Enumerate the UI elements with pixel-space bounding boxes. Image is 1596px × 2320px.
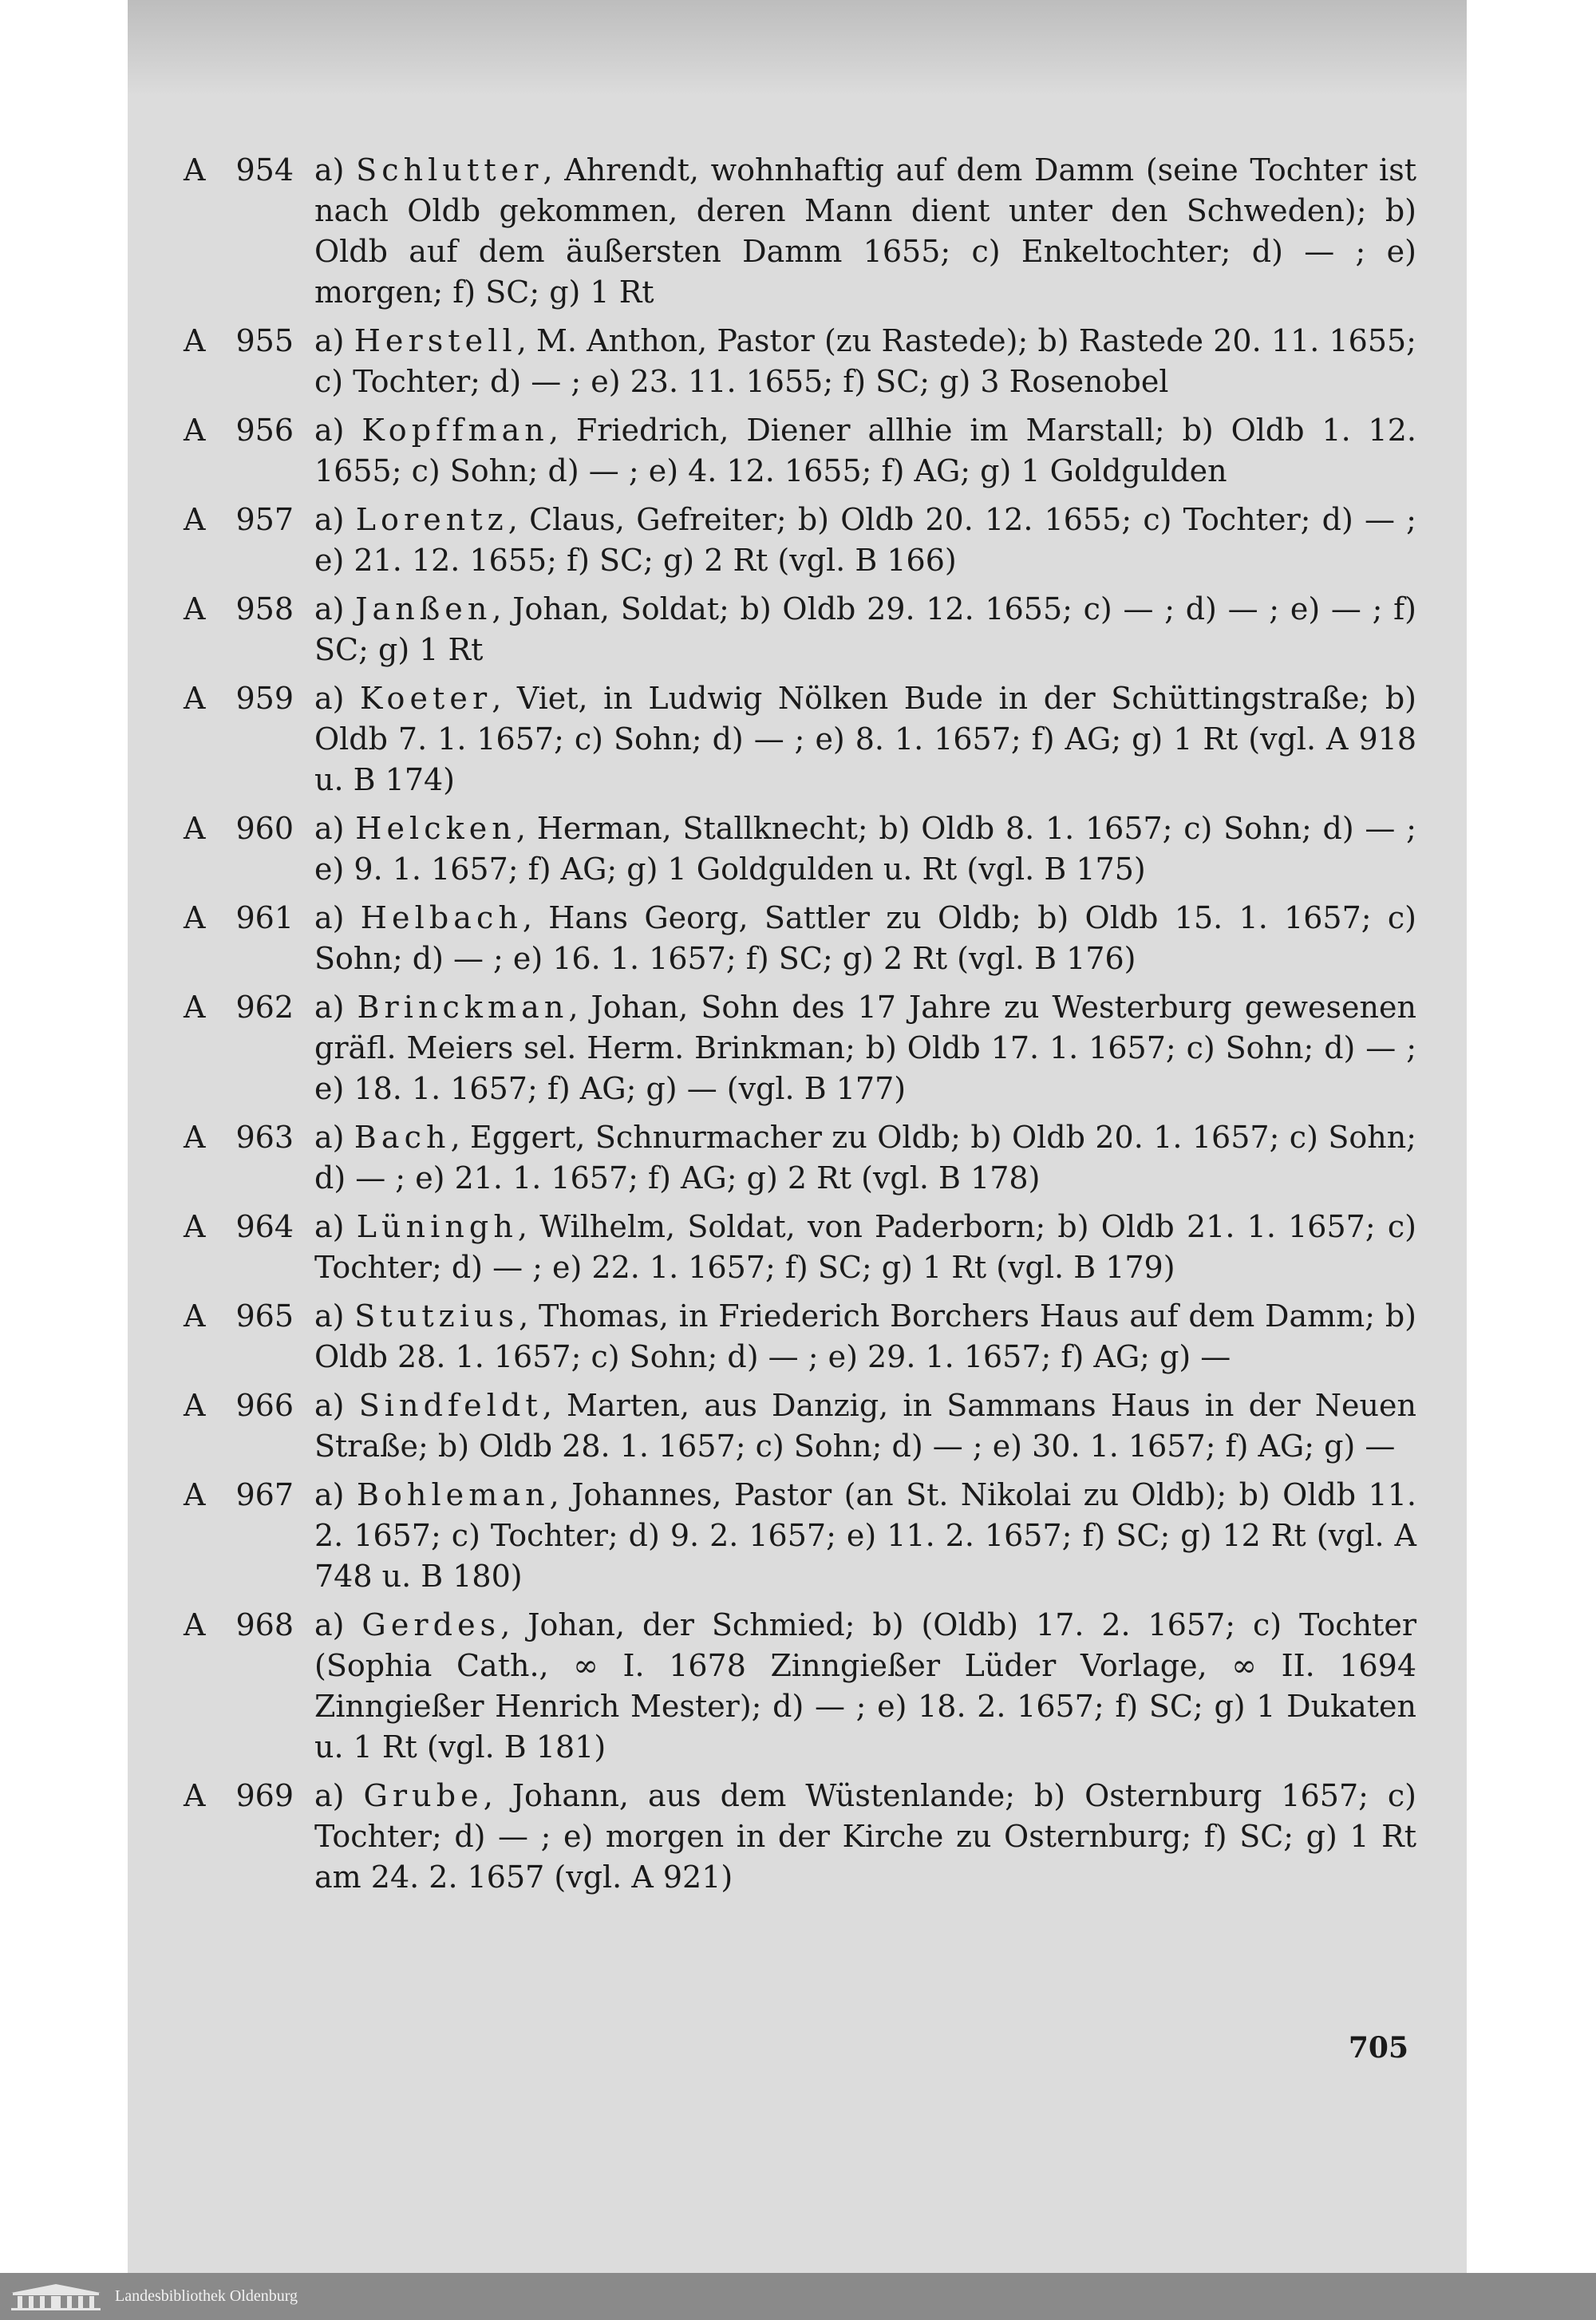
entry-name: Herstell xyxy=(354,323,517,358)
entry-prefix: a) xyxy=(314,1778,345,1813)
entry-number: 957 xyxy=(235,502,294,537)
entry-prefix: a) xyxy=(314,1120,345,1155)
register-entry xyxy=(184,808,1416,890)
entry-text xyxy=(314,321,1416,402)
page-shadow xyxy=(128,0,1467,96)
entry-name: Lorentz xyxy=(355,502,508,537)
entry-text xyxy=(314,987,1416,1109)
entry-name: Bohleman xyxy=(356,1477,550,1512)
entry-details: , Wilhelm, Soldat, von Paderborn; b) Oldb 21. 1. 1657; c) Tochter; d) — ; e) 22. 1. 1657; f) SC; g) 1 Rt (vgl. B 179) xyxy=(314,1209,1416,1285)
entry-prefix: a) xyxy=(314,900,345,935)
entry-name: Kopffman xyxy=(361,413,549,448)
entry-number: 956 xyxy=(235,413,294,448)
entry-prefix: a) xyxy=(314,413,345,448)
entry-name: Bach xyxy=(354,1120,451,1155)
entry-series: A xyxy=(184,811,206,846)
entry-details: , Johannes, Pastor (an St. Nikolai zu Oldb); b) Oldb 11. 2. 1657; c) Tochter; d) 9. 2. 1657; e) 11. 2. 1657; f) SC; g) 12 Rt (vgl. A 748 u. B 180) xyxy=(314,1477,1416,1594)
entry-text xyxy=(314,500,1416,581)
entry-text xyxy=(314,808,1416,890)
entry-name: Stutzius xyxy=(354,1298,519,1334)
entry-series: A xyxy=(184,323,206,358)
entry-number: 968 xyxy=(235,1607,294,1642)
entry-text xyxy=(314,1385,1416,1467)
entry-series: A xyxy=(184,413,206,448)
entry-text xyxy=(314,589,1416,670)
entry-prefix: a) xyxy=(314,1607,345,1642)
entry-list xyxy=(184,150,1416,1906)
entry-series: A xyxy=(184,591,206,626)
entry-name: Schlutter xyxy=(356,152,543,188)
entry-number: 958 xyxy=(235,591,294,626)
entry-prefix: a) xyxy=(314,323,345,358)
register-entry xyxy=(184,321,1416,402)
entry-details: , Claus, Gefreiter; b) Oldb 20. 12. 1655; c) Tochter; d) — ; e) 21. 12. 1655; f) SC; g) 2 Rt (vgl. B 166) xyxy=(314,502,1416,578)
entry-details: , Herman, Stallknecht; b) Oldb 8. 1. 1657; c) Sohn; d) — ; e) 9. 1. 1657; f) AG; g) 1 Goldgulden u. Rt (vgl. B 175) xyxy=(314,811,1416,887)
register-entry xyxy=(184,500,1416,581)
entry-number: 954 xyxy=(235,152,294,188)
entry-details: , Thomas, in Friederich Borchers Haus auf dem Damm; b) Oldb 28. 1. 1657; c) Sohn; d) — ; e) 29. 1. 1657; f) AG; g) — xyxy=(314,1298,1416,1374)
library-name: Landesbibliothek Oldenburg xyxy=(115,2287,298,2305)
entry-details: , Viet, in Ludwig Nölken Bude in der Schüttingstraße; b) Oldb 7. 1. 1657; c) Sohn; d) — ; e) 8. 1. 1657; f) AG; g) 1 Rt (vgl. A 918 u. B 174) xyxy=(314,681,1416,797)
entry-number: 955 xyxy=(235,323,294,358)
register-entry xyxy=(184,1296,1416,1377)
entry-text xyxy=(314,1117,1416,1199)
entry-details: , Johann, aus dem Wüstenlande; b) Osternburg 1657; c) Tochter; d) — ; e) morgen in der Kirche zu Osternburg; f) SC; g) 1 Rt am 24. 2. 1657 (vgl. A 921) xyxy=(314,1778,1416,1895)
entry-name: Gerdes xyxy=(361,1607,501,1642)
register-entry xyxy=(184,410,1416,492)
entry-prefix: a) xyxy=(314,591,345,626)
entry-text xyxy=(314,150,1416,313)
entry-number: 964 xyxy=(235,1209,294,1244)
entry-series: A xyxy=(184,1298,206,1334)
entry-series: A xyxy=(184,1209,206,1244)
register-entry xyxy=(184,1776,1416,1898)
entry-number: 966 xyxy=(235,1388,294,1423)
entry-number: 963 xyxy=(235,1120,294,1155)
entry-number: 962 xyxy=(235,990,294,1025)
entry-name: Helbach xyxy=(360,900,523,935)
entry-number: 969 xyxy=(235,1778,294,1813)
entry-prefix: a) xyxy=(314,1298,345,1334)
register-entry xyxy=(184,589,1416,670)
entry-number: 961 xyxy=(235,900,294,935)
register-entry xyxy=(184,1385,1416,1467)
entry-name: Helcken xyxy=(355,811,516,846)
entry-series: A xyxy=(184,900,206,935)
entry-name: Grube xyxy=(363,1778,484,1813)
entry-details: , Hans Georg, Sattler zu Oldb; b) Oldb 15. 1. 1657; c) Sohn; d) — ; e) 16. 1. 1657; f) SC; g) 2 Rt (vgl. B 176) xyxy=(314,900,1416,976)
entry-prefix: a) xyxy=(314,1477,345,1512)
entry-text xyxy=(314,1776,1416,1898)
entry-prefix: a) xyxy=(314,152,345,188)
entry-name: Janßen xyxy=(355,591,492,626)
entry-text xyxy=(314,898,1416,979)
entry-text xyxy=(314,1296,1416,1377)
entry-details: , Marten, aus Danzig, in Sammans Haus in der Neuen Straße; b) Oldb 28. 1. 1657; c) Sohn; d) — ; e) 30. 1. 1657; f) AG; g) — xyxy=(314,1388,1416,1464)
entry-series: A xyxy=(184,1120,206,1155)
register-entry xyxy=(184,1117,1416,1199)
entry-series: A xyxy=(184,152,206,188)
register-entry xyxy=(184,1605,1416,1768)
entry-number: 965 xyxy=(235,1298,294,1334)
entry-series: A xyxy=(184,1477,206,1512)
entry-series: A xyxy=(184,990,206,1025)
entry-prefix: a) xyxy=(314,1209,345,1244)
entry-name: Koeter xyxy=(360,681,492,716)
entry-details: , Johan, Sohn des 17 Jahre zu Westerburg gewesenen gräfl. Meiers sel. Herm. Brinkman; b) Oldb 17. 1. 1657; c) Sohn; d) — ; e) 18. 1. 1657; f) AG; g) — (vgl. B 177) xyxy=(314,990,1416,1106)
page-number: 705 xyxy=(1348,2031,1408,2065)
entry-name: Brinckman xyxy=(357,990,569,1025)
entry-series: A xyxy=(184,1388,206,1423)
entry-details: , Johan, Soldat; b) Oldb 29. 12. 1655; c) — ; d) — ; e) — ; f) SC; g) 1 Rt xyxy=(314,591,1416,667)
entry-series: A xyxy=(184,502,206,537)
register-entry xyxy=(184,150,1416,313)
entry-details: , Eggert, Schnurmacher zu Oldb; b) Oldb 20. 1. 1657; c) Sohn; d) — ; e) 21. 1. 1657; f) AG; g) 2 Rt (vgl. B 178) xyxy=(314,1120,1416,1196)
entry-text xyxy=(314,1207,1416,1288)
entry-number: 967 xyxy=(235,1477,294,1512)
register-entry xyxy=(184,898,1416,979)
entry-details: , Johan, der Schmied; b) (Oldb) 17. 2. 1657; c) Tochter (Sophia Cath., ∞ I. 1678 Zinngießer Lüder Vorlage, ∞ II. 1694 Zinngießer Henrich Mester); d) — ; e) 18. 2. 1657; f) SC; g) 1 Dukaten u. 1 Rt (vgl. B 181) xyxy=(314,1607,1416,1765)
register-entry xyxy=(184,1475,1416,1597)
entry-prefix: a) xyxy=(314,990,345,1025)
entry-prefix: a) xyxy=(314,811,345,846)
entry-details: , Friedrich, Diener allhie im Marstall; b) Oldb 1. 12. 1655; c) Sohn; d) — ; e) 4. 12. 1655; f) AG; g) 1 Goldgulden xyxy=(314,413,1416,488)
entry-prefix: a) xyxy=(314,502,345,537)
entry-prefix: a) xyxy=(314,1388,345,1423)
entry-text xyxy=(314,410,1416,492)
register-entry xyxy=(184,678,1416,800)
library-footer-bar xyxy=(0,2273,1596,2320)
entry-details: , M. Anthon, Pastor (zu Rastede); b) Rastede 20. 11. 1655; c) Tochter; d) — ; e) 23. 11. 1655; f) SC; g) 3 Rosenobel xyxy=(314,323,1416,399)
entry-text xyxy=(314,1605,1416,1768)
entry-prefix: a) xyxy=(314,681,345,716)
entry-text xyxy=(314,678,1416,800)
register-entry xyxy=(184,987,1416,1109)
entry-name: Sindfeldt xyxy=(358,1388,543,1423)
entry-number: 960 xyxy=(235,811,294,846)
register-entry xyxy=(184,1207,1416,1288)
library-building-icon xyxy=(8,2282,104,2312)
entry-series: A xyxy=(184,681,206,716)
entry-series: A xyxy=(184,1607,206,1642)
book-page xyxy=(128,0,1467,2273)
entry-number: 959 xyxy=(235,681,294,716)
entry-name: Lüningh xyxy=(356,1209,518,1244)
entry-text xyxy=(314,1475,1416,1597)
entry-series: A xyxy=(184,1778,206,1813)
entry-details: , Ahrendt, wohnhaftig auf dem Damm (seine Tochter ist nach Oldb gekommen, deren Mann dient unter den Schweden); b) Oldb auf dem äußersten Damm 1655; c) Enkeltochter; d) — ; e) morgen; f) SC; g) 1 Rt xyxy=(314,152,1416,310)
